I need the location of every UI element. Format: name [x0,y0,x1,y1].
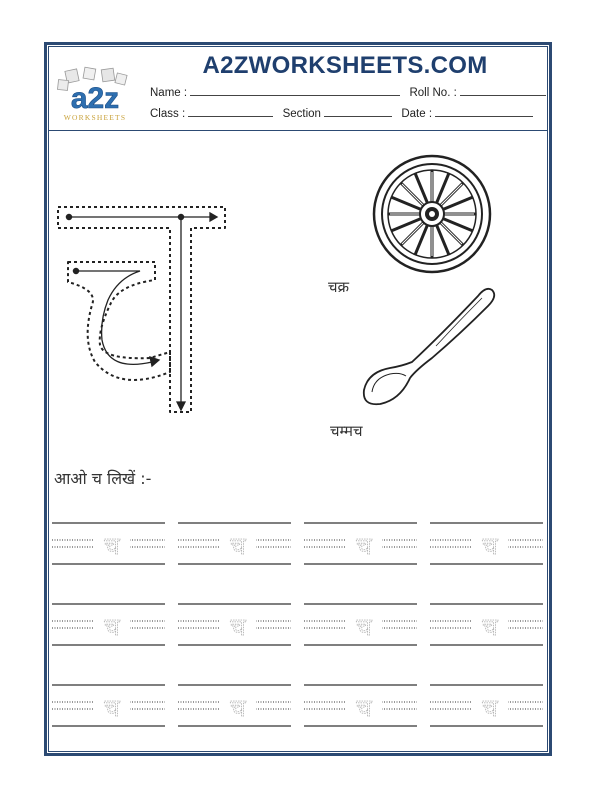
practice-cell[interactable] [178,523,291,564]
trace-letter: च [356,613,372,641]
spoon-icon [360,282,500,412]
trace-letter: च [104,532,120,560]
trace-letter: च [104,613,120,641]
trace-letter: च [356,532,372,560]
trace-letter: च [230,613,246,641]
practice-cell[interactable] [178,685,291,726]
roll-label: Roll No. : [409,87,457,99]
practice-cell[interactable] [430,685,543,726]
trace-letter: च [356,694,372,722]
practice-cell[interactable] [178,604,291,645]
practice-cell[interactable] [52,604,165,645]
practice-grid [52,515,550,740]
practice-cell[interactable] [430,604,543,645]
section-label: Section [282,108,321,120]
site-title: A2ZWORKSHEETS.COM [202,52,488,79]
practice-cell[interactable] [52,523,165,564]
practice-cell[interactable] [52,685,165,726]
practice-instruction: आओ च लिखें :- [54,469,152,488]
practice-cell[interactable] [304,523,417,564]
trace-letter: च [482,613,498,641]
trace-letter: च [230,694,246,722]
practice-cell[interactable] [304,604,417,645]
name-label: Name : [150,87,188,99]
trace-letter: च [104,694,120,722]
trace-top-bar [58,207,225,412]
logo-text: a2z [70,82,120,115]
wheel-label: चक्र [328,278,350,296]
trace-letter: च [482,694,498,722]
date-label: Date : [401,108,433,120]
class-label: Class : [150,108,186,120]
practice-cell[interactable] [304,685,417,726]
trace-letter: च [230,532,246,560]
logo-subtext: WORKSHEETS [63,113,127,122]
chariot-wheel-icon [372,154,492,274]
trace-letter: च [482,532,498,560]
spoon-label: चम्मच [330,422,363,440]
practice-cell[interactable] [430,523,543,564]
